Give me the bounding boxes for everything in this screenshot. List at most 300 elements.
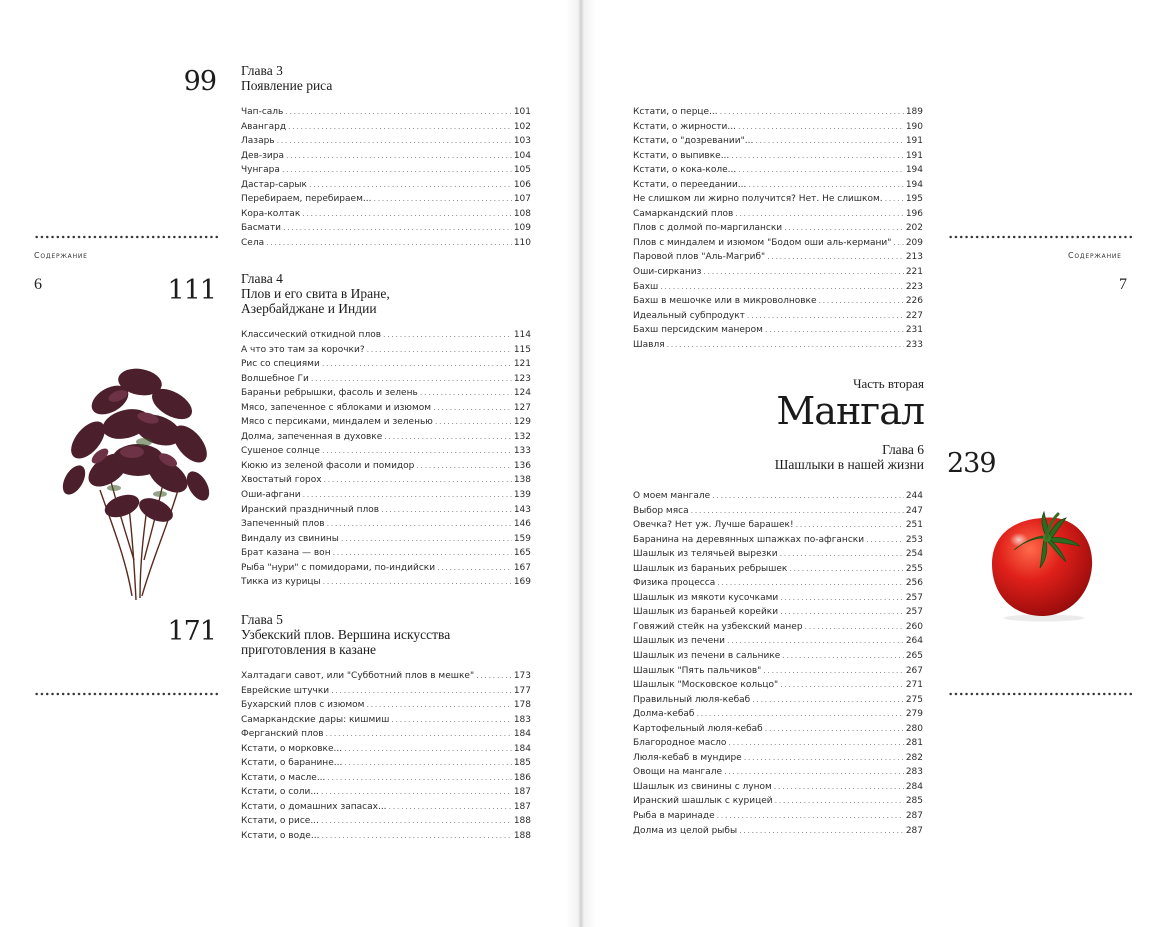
toc-entry-page: 184: [513, 729, 531, 740]
toc-entry: [633, 564, 923, 579]
toc-entry: [633, 622, 923, 637]
toc-entry-page: 129: [513, 417, 531, 428]
toc-entry-title: Бахш персидским манером: [633, 325, 763, 336]
toc-entry: [241, 432, 531, 447]
toc-entry-title: Кстати, о кока-коле...: [633, 165, 737, 176]
toc-entry-title: Кстати, о "дозревании"...: [633, 136, 754, 147]
toc-entry-page: 233: [905, 339, 923, 350]
toc-entry-page: 283: [905, 767, 923, 778]
toc-leader-dots: [780, 549, 904, 558]
toc-entry-page: 247: [905, 505, 923, 516]
toc-entry-page: 191: [905, 136, 923, 147]
toc-entry-title: Халтадаги савот, или "Субботний плов в мешке": [241, 671, 475, 681]
toc-entry-title: Бахш в мешочке или в микроволновке: [633, 296, 817, 307]
toc-leader-dots: [728, 738, 903, 747]
toc-entry: [633, 238, 923, 253]
chapter-4-number: 111: [167, 275, 216, 306]
toc-entry-page: 187: [513, 801, 531, 812]
toc-entry-page: 257: [905, 607, 923, 618]
toc-entry-title: Физика процесса: [633, 578, 716, 589]
toc-entry-page: 103: [513, 136, 531, 147]
toc-entry: [633, 782, 923, 797]
toc-entry-title: Перебираем, перебираем...: [241, 194, 372, 205]
toc-entry-title: Ферганский плов: [241, 729, 324, 740]
basil-bunch-illustration: [48, 360, 216, 600]
toc-entry-title: Чап-саль: [241, 107, 284, 117]
toc-entry-page: 226: [905, 296, 923, 307]
toc-entry-title: Рис со специями: [241, 359, 320, 370]
toc-entry-page: 104: [513, 150, 531, 161]
toc-entry-page: 194: [905, 165, 923, 176]
toc-entry-title: Кстати, о перце...: [633, 107, 718, 117]
toc-entry-title: Правильный люля-кебаб: [633, 694, 751, 705]
toc-entry-page: 115: [513, 344, 531, 355]
toc-entry-page: 260: [905, 621, 923, 632]
toc-entry-title: Долма, запеченная в духовке: [241, 431, 383, 442]
toc-entry-page: 159: [513, 533, 531, 544]
toc-entry: [633, 607, 923, 622]
toc-entry: [633, 252, 923, 267]
chapter-5-number: 171: [167, 616, 216, 647]
toc-entry-title: Кстати, о соли...: [241, 787, 319, 798]
toc-entry-title: Авангард: [241, 121, 287, 132]
toc-entry-title: Плов с миндалем и изюмом "Бодом оши аль-кермани": [633, 237, 892, 248]
toc-entry: [633, 506, 923, 521]
part-title: Мангал: [776, 389, 924, 433]
toc-leader-dots: [752, 695, 904, 704]
toc-leader-dots: [321, 831, 511, 840]
toc-leader-dots: [366, 700, 511, 709]
toc-leader-dots: [327, 773, 511, 782]
toc-entry: [241, 802, 531, 817]
toc-entry-title: Еврейские штучки: [241, 685, 330, 696]
toc-entry-title: Кстати, о жирности...: [633, 121, 736, 132]
toc-entry: [633, 651, 923, 666]
toc-leader-dots: [744, 753, 904, 762]
toc-leader-dots: [739, 826, 904, 835]
toc-entry-page: 178: [513, 700, 531, 711]
chapter-5-label: Глава 5: [241, 612, 283, 627]
toc-entry: [241, 238, 531, 253]
toc-entry: [633, 753, 923, 768]
toc-leader-dots: [747, 311, 904, 320]
toc-entry-title: Паровой плов "Аль-Магриб": [633, 252, 766, 263]
toc-entry: [241, 744, 531, 759]
chapter-3-label: Глава 3: [241, 63, 283, 78]
toc-entry-page: 114: [513, 330, 531, 340]
toc-entry-page: 287: [905, 825, 923, 836]
toc-entry: [241, 209, 531, 224]
toc-entry-title: Выбор мяса: [633, 505, 689, 516]
toc-entry-page: 105: [513, 165, 531, 176]
toc-entry-page: 279: [905, 709, 923, 720]
book-gutter-shadow: [566, 0, 596, 927]
toc-entry-title: Кюкю из зеленой фасоли и помидор: [241, 460, 415, 471]
toc-entry-page: 251: [905, 520, 923, 531]
toc-entry-page: 188: [513, 831, 531, 842]
part-label: Часть вторая: [853, 376, 924, 391]
toc-entry-page: 255: [905, 563, 923, 574]
toc-entry-title: Кстати, о переедании...: [633, 179, 747, 190]
toc-leader-dots: [286, 151, 512, 160]
tomato-illustration: [988, 498, 1098, 622]
toc-entry-page: 143: [513, 504, 531, 515]
toc-entry-title: Дев-зира: [241, 150, 284, 161]
toc-leader-dots: [727, 636, 904, 645]
toc-entry-title: Лазарь: [241, 136, 275, 147]
chapter-5-heading: [241, 612, 450, 657]
chapter-6-heading: [712, 442, 924, 472]
chapter-4-heading: [241, 271, 390, 316]
toc-entry: [633, 223, 923, 238]
toc-leader-dots: [819, 296, 904, 305]
toc-entry-page: 196: [905, 208, 923, 219]
toc-entry-page: 110: [513, 237, 531, 248]
toc-entry-page: 177: [513, 685, 531, 696]
toc-entry-page: 284: [905, 781, 923, 792]
toc-entry-title: Не слишком ли жирно получится? Нет. Не слишком.: [633, 194, 883, 205]
toc-entry-title: Кора-колтак: [241, 208, 301, 219]
toc-entry: [633, 695, 923, 710]
toc-leader-dots: [391, 715, 511, 724]
toc-entry: [633, 724, 923, 739]
toc-leader-dots: [789, 564, 903, 573]
toc-entry-title: Благородное масло: [633, 738, 727, 749]
toc-entry-title: Кстати, о воде...: [241, 831, 320, 842]
toc-entry-page: 167: [513, 562, 531, 573]
toc-entry: [241, 671, 531, 686]
toc-entry: [241, 729, 531, 744]
toc-entry-page: 189: [905, 107, 923, 117]
toc-leader-dots: [311, 374, 512, 383]
toc-entry-page: 123: [513, 373, 531, 384]
toc-leader-dots: [775, 796, 904, 805]
toc-entry: [241, 446, 531, 461]
toc-entry-title: Мясо, запеченное с яблоками и изюмом: [241, 402, 432, 413]
toc-leader-dots: [712, 491, 904, 500]
toc-leader-dots: [774, 782, 904, 791]
toc-entry-title: Долма из целой рыбы: [633, 825, 738, 836]
toc-leader-dots: [373, 194, 511, 203]
toc-entry: [241, 403, 531, 418]
toc-entry: [241, 165, 531, 180]
toc-entry-title: Шашлык из печени в сальнике: [633, 651, 781, 662]
toc-entry: [241, 700, 531, 715]
chapter-3-toc: [241, 107, 531, 252]
toc-entry: [241, 388, 531, 403]
toc-entry: [241, 180, 531, 195]
toc-leader-dots: [780, 593, 904, 602]
toc-entry-title: Шашлык из свинины с луном: [633, 781, 772, 792]
chapter-6-number: 239: [947, 448, 996, 479]
chapter-6-title: Шашлыки в нашей жизни: [774, 457, 924, 472]
toc-entry-title: Овечка? Нет уж. Лучше барашек!: [633, 520, 794, 531]
toc-entry-title: Картофельный люля-кебаб: [633, 723, 763, 734]
toc-leader-dots: [735, 209, 904, 218]
toc-entry: [633, 282, 923, 297]
toc-entry-page: 275: [905, 694, 923, 705]
toc-entry-page: 213: [905, 252, 923, 263]
toc-entry-page: 282: [905, 752, 923, 763]
toc-leader-dots: [383, 330, 512, 339]
toc-entry: [633, 267, 923, 282]
toc-entry-page: 136: [513, 460, 531, 471]
toc-leader-dots: [266, 238, 512, 247]
toc-entry-title: Шавля: [633, 339, 665, 350]
toc-entry-title: Бараньи ребрышки, фасоль и зелень: [241, 388, 418, 399]
toc-leader-dots: [667, 340, 904, 349]
toc-leader-dots: [381, 505, 512, 514]
toc-entry-page: 101: [513, 107, 531, 117]
toc-entry: [633, 680, 923, 695]
toc-entry: [241, 758, 531, 773]
toc-entry: [241, 773, 531, 788]
toc-entry-page: 183: [513, 714, 531, 725]
toc-entry-page: 132: [513, 431, 531, 442]
toc-leader-dots: [344, 758, 512, 767]
toc-entry: [633, 666, 923, 681]
toc-entry: [241, 359, 531, 374]
toc-entry-page: 139: [513, 490, 531, 501]
toc-entry-page: 285: [905, 796, 923, 807]
toc-entry-title: Шашлык из телячьей вырезки: [633, 549, 778, 560]
toc-leader-dots: [288, 122, 512, 131]
toc-entry: [241, 151, 531, 166]
toc-entry: [633, 296, 923, 311]
toc-entry-page: 221: [905, 267, 923, 278]
toc-entry: [633, 340, 923, 355]
toc-entry-title: Классический откидной плов: [241, 330, 382, 340]
toc-entry-title: Бахш: [633, 281, 659, 292]
toc-leader-dots: [435, 417, 512, 426]
toc-entry-title: Хвостатый горох: [241, 475, 322, 486]
page-number: 7: [1119, 276, 1127, 293]
toc-leader-dots: [283, 223, 512, 232]
toc-leader-dots: [782, 651, 904, 660]
toc-entry: [241, 461, 531, 476]
toc-leader-dots: [323, 577, 512, 586]
toc-entry: [633, 151, 923, 166]
toc-entry-page: 202: [905, 223, 923, 234]
toc-entry: [241, 136, 531, 151]
toc-entry-title: Басмати: [241, 223, 282, 234]
toc-leader-dots: [784, 223, 904, 232]
toc-entry: [633, 549, 923, 564]
toc-leader-dots: [748, 180, 903, 189]
toc-leader-dots: [344, 744, 512, 753]
chapter-4-title: Плов и его свита в Иране, Азербайджане и Индии: [241, 286, 390, 316]
toc-entry: [241, 534, 531, 549]
toc-leader-dots: [341, 534, 512, 543]
toc-entry-page: 265: [905, 651, 923, 662]
toc-leader-dots: [322, 446, 512, 455]
toc-entry: [633, 796, 923, 811]
decorative-dot-rule: [948, 692, 1132, 696]
toc-leader-dots: [660, 282, 904, 291]
toc-entry: [633, 491, 923, 506]
toc-entry-page: 209: [905, 237, 923, 248]
toc-leader-dots: [717, 578, 904, 587]
toc-entry-page: 264: [905, 636, 923, 647]
toc-entry-title: Рыба "нури" с помидорами, по-индийски: [241, 562, 436, 573]
toc-leader-dots: [476, 671, 512, 680]
toc-entry: [241, 686, 531, 701]
toc-entry-title: Дастар-сарык: [241, 179, 307, 190]
toc-leader-dots: [885, 194, 904, 203]
toc-entry: [633, 709, 923, 724]
toc-leader-dots: [333, 548, 512, 557]
toc-leader-dots: [277, 136, 512, 145]
toc-entry: [241, 475, 531, 490]
toc-entry-page: 187: [513, 787, 531, 798]
toc-leader-dots: [326, 729, 512, 738]
toc-leader-dots: [367, 345, 512, 354]
toc-entry-page: 108: [513, 208, 531, 219]
toc-entry-page: 195: [905, 194, 923, 205]
toc-entry-title: Кстати, о домашних запасах...: [241, 801, 387, 812]
toc-entry: [633, 767, 923, 782]
toc-leader-dots: [893, 238, 903, 247]
toc-entry-title: Кстати, о морковке...: [241, 743, 343, 754]
toc-entry-title: Баранина на деревянных шпажках по-афгански: [633, 534, 865, 545]
toc-entry-page: 191: [905, 150, 923, 161]
toc-entry: [633, 180, 923, 195]
toc-entry-page: 267: [905, 665, 923, 676]
toc-entry-title: Села: [241, 237, 265, 248]
toc-entry: [633, 194, 923, 209]
toc-entry-title: Овощи на мангале: [633, 767, 723, 778]
toc-entry: [633, 593, 923, 608]
toc-entry-title: Сушеное солнце: [241, 446, 320, 457]
toc-entry-title: Шашлык из печени: [633, 636, 726, 647]
toc-entry-title: Брат казана — вон: [241, 548, 331, 559]
toc-leader-dots: [796, 520, 904, 529]
toc-entry-title: Люля-кебаб в мундире: [633, 752, 742, 763]
chapter-3-title: Появление риса: [241, 78, 333, 93]
toc-entry-title: Волшебное Ги: [241, 373, 309, 384]
toc-entry-title: Иранский праздничный плов: [241, 504, 380, 515]
toc-entry-page: 133: [513, 446, 531, 457]
toc-entry: [633, 325, 923, 340]
toc-entry-title: Самаркандские дары: кишмиш: [241, 714, 390, 725]
toc-entry-title: Мясо с персиками, миндалем и зеленью: [241, 417, 433, 428]
toc-leader-dots: [321, 787, 512, 796]
toc-leader-dots: [331, 686, 512, 695]
toc-entry-title: Самаркандский плов: [633, 208, 734, 219]
running-head: Содержание: [34, 251, 88, 260]
toc-entry-page: 188: [513, 816, 531, 827]
toc-entry-page: 184: [513, 743, 531, 754]
toc-entry-title: Идеальный субпродукт: [633, 310, 745, 321]
toc-entry-title: Оши-афгани: [241, 490, 301, 501]
toc-leader-dots: [309, 180, 512, 189]
toc-entry-title: Оши-сирканиз: [633, 267, 702, 278]
toc-entry-page: 173: [513, 671, 531, 681]
decorative-dot-rule: [34, 235, 218, 239]
toc-leader-dots: [420, 388, 512, 397]
chapter-3-heading: [241, 63, 332, 93]
toc-entry: [241, 345, 531, 360]
toc-entry-title: Виндалу из свинины: [241, 533, 339, 544]
toc-leader-dots: [866, 535, 904, 544]
chapter-5-toc-continued: [633, 107, 923, 354]
toc-entry-page: 127: [513, 402, 531, 413]
toc-leader-dots: [324, 475, 512, 484]
decorative-dot-rule: [948, 235, 1132, 239]
toc-leader-dots: [384, 432, 512, 441]
chapter-6-label: Глава 6: [882, 442, 924, 457]
decorative-dot-rule: [34, 692, 218, 696]
toc-leader-dots: [755, 136, 904, 145]
toc-entry-page: 102: [513, 121, 531, 132]
toc-leader-dots: [765, 724, 904, 733]
toc-entry-page: 244: [905, 491, 923, 501]
toc-entry-page: 253: [905, 534, 923, 545]
toc-entry-page: 185: [513, 758, 531, 769]
running-head: Содержание: [1068, 251, 1122, 260]
toc-entry-page: 124: [513, 388, 531, 399]
toc-leader-dots: [717, 811, 904, 820]
toc-leader-dots: [303, 490, 512, 499]
toc-entry-page: 186: [513, 772, 531, 783]
toc-entry-title: Иранский шашлык с курицей: [633, 796, 773, 807]
toc-entry: [241, 330, 531, 345]
toc-entry-page: 109: [513, 223, 531, 234]
chapter-4-label: Глава 4: [241, 271, 283, 286]
toc-entry-title: Кстати, о выпивке...: [633, 150, 730, 161]
toc-entry: [633, 535, 923, 550]
toc-leader-dots: [327, 519, 512, 528]
toc-entry-page: 223: [905, 281, 923, 292]
left-page: [0, 0, 580, 927]
toc-entry-title: Шашлык "Пять пальчиков": [633, 665, 762, 676]
toc-entry-title: Говяжий стейк на узбекский манер: [633, 621, 803, 632]
toc-entry: [241, 831, 531, 846]
toc-leader-dots: [691, 506, 904, 515]
toc-entry-title: Рыба в маринаде: [633, 811, 715, 822]
toc-leader-dots: [322, 359, 512, 368]
toc-entry: [633, 578, 923, 593]
toc-entry: [241, 122, 531, 137]
toc-leader-dots: [731, 151, 904, 160]
toc-leader-dots: [389, 802, 512, 811]
toc-leader-dots: [805, 622, 904, 631]
chapter-6-toc: [633, 491, 923, 840]
toc-entry-page: 107: [513, 194, 531, 205]
toc-leader-dots: [724, 767, 904, 776]
toc-entry: [241, 548, 531, 563]
toc-entry-page: 146: [513, 519, 531, 530]
toc-leader-dots: [416, 461, 511, 470]
toc-entry-title: Шашлык "Московское кольцо": [633, 680, 779, 691]
toc-leader-dots: [282, 165, 512, 174]
chapter-5-title: Узбекский плов. Вершина искусства приготовления в казане: [241, 627, 451, 657]
toc-leader-dots: [696, 709, 903, 718]
toc-leader-dots: [285, 107, 511, 116]
toc-leader-dots: [767, 252, 904, 261]
toc-entry: [633, 311, 923, 326]
toc-entry-page: 257: [905, 592, 923, 603]
toc-entry: [633, 209, 923, 224]
toc-leader-dots: [765, 325, 904, 334]
toc-entry: [241, 490, 531, 505]
toc-leader-dots: [720, 107, 904, 116]
toc-entry: [241, 223, 531, 238]
toc-leader-dots: [763, 666, 904, 675]
toc-entry-title: А что это там за корочки?: [241, 344, 365, 355]
toc-entry-page: 190: [905, 121, 923, 132]
toc-entry-title: О моем мангале: [633, 491, 711, 501]
